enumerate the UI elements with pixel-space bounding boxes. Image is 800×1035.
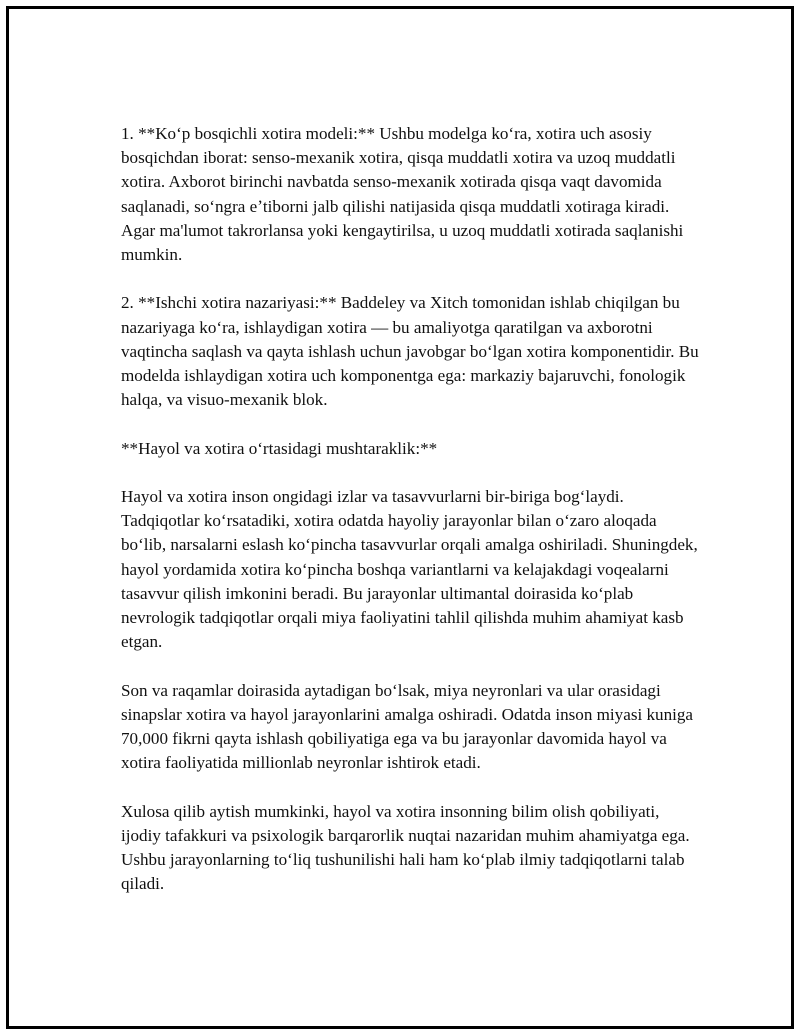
paragraph-conclusion: Xulosa qilib aytish mumkinki, hayol va xotira insonning bilim olish qobiliyati, ijodiy tafakkuri va psixologik barqarorlik nuqtai nazaridan muhim ahamiyatga ega. Ushbu jarayonlarning toʻliq tushunilishi hali ham koʻplab ilmiy tadqiqotlarni talab qiladi. (121, 801, 690, 894)
page-frame (6, 6, 794, 1029)
document-body (121, 122, 701, 896)
section-heading-imagination-memory: **Hayol va xotira oʻrtasidagi mushtaraklik:** (121, 438, 438, 458)
paragraph-working-memory-theory: 2. **Ishchi xotira nazariyasi:** Baddeley va Xitch tomonidan ishlab chiqilgan bu nazariyaga koʻra, ishlaydigan xotira — bu amaliyotga qaratilgan va axborotni vaqtincha saqlash va qayta ishlash uchun javobgar boʻlgan xotira komponentidir. Bu modelda ishlaydigan xotira uch komponentga ega: markaziy bajaruvchi, fonologik halqa, va visuo-mexanik blok. (121, 293, 699, 410)
paragraph-multi-stage-memory-model: 1. **Koʻp bosqichli xotira modeli:** Ushbu modelga koʻra, xotira uch asosiy bosqichdan iborat: senso-mexanik xotira, qisqa muddatli xotira va uzoq muddatli xotira. Axborot birinchi navbatda senso-mexanik xotirada qisqa vaqt davomida saqlanadi, soʻngra eʼtiborni jalb qilishi natijasida qisqa muddatli xotiraga kiradi. Agar ma'lumot takrorlansa yoki kengaytirilsa, u uzoq muddatli xotirada saqlanishi mumkin. (121, 124, 684, 265)
paragraph-neurons-numbers: Son va raqamlar doirasida aytadigan boʻlsak, miya neyronlari va ular orasidagi sinapslar xotira va hayol jarayonlarini amalga oshiradi. Odatda inson miyasi kuniga 70,000 fikrni qayta ishlash qobiliyatiga ega va bu jarayonlar davomida hayol va xotira faoliyatida millionlab neyronlar ishtirok etadi. (121, 680, 694, 773)
paragraph-imagination-memory-link: Hayol va xotira inson ongidagi izlar va tasavvurlarni bir-biriga bogʻlaydi. Tadqiqotlar koʻrsatadiki, xotira odatda hayoliy jarayonlar bilan oʻzaro aloqada boʻlib, narsalarni eslash koʻpincha tasavvurlar orqali amalga oshiriladi. Shuningdek, hayol yordamida xotira koʻpincha boshqa variantlarni va kelajakdagi voqealarni tasavvur qilish imkonini beradi. Bu jarayonlar ultimantal doirasida koʻplab nevrologik tadqiqotlar orqali miya faoliyatini tahlil qilishda muhim ahamiyat kasb etgan. (121, 487, 698, 652)
